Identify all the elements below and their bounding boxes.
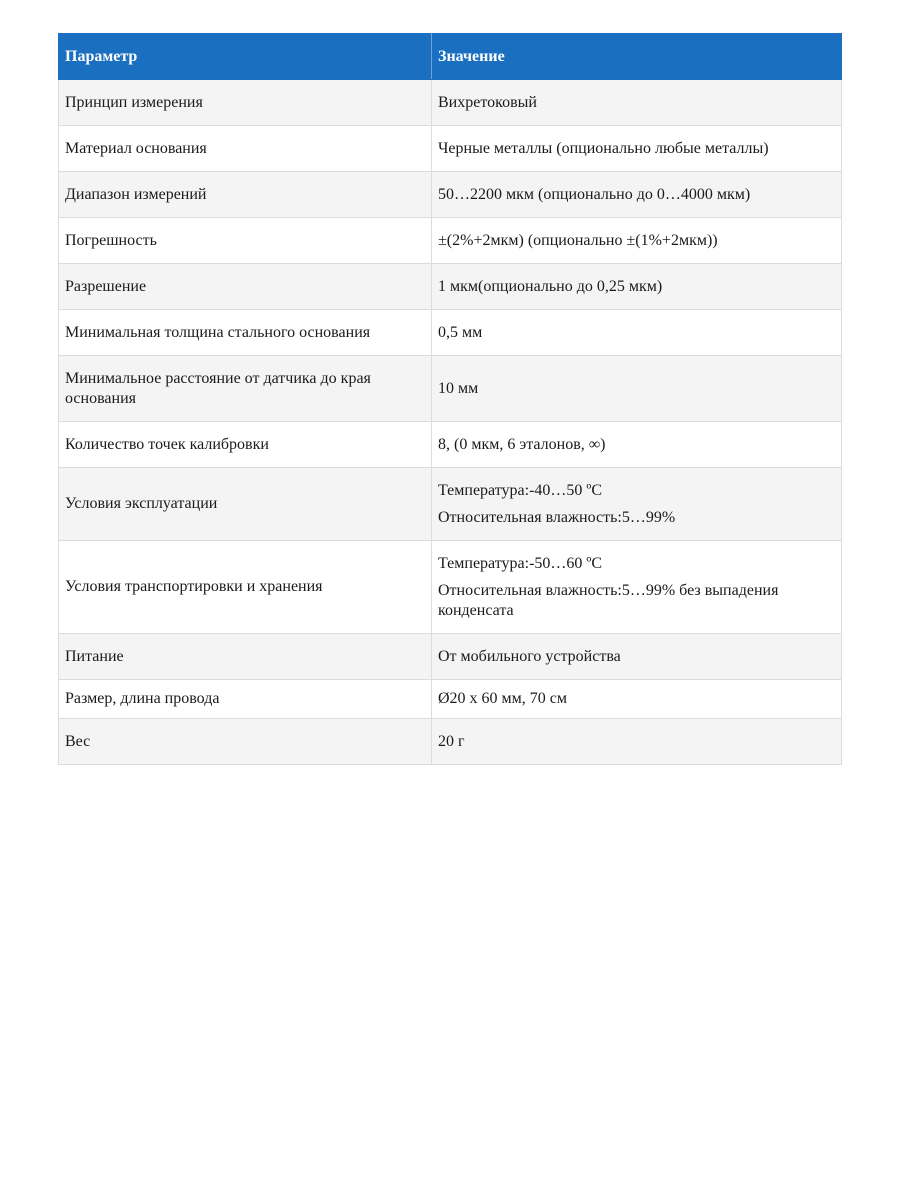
value-line: 1 мкм(опционально до 0,25 мкм)	[438, 277, 663, 295]
value-cell	[432, 126, 842, 172]
value-line: 10 мм	[438, 379, 479, 397]
value-cell	[432, 218, 842, 264]
value-cell	[432, 422, 842, 468]
value-line: Ø20 x 60 мм, 70 см	[438, 690, 568, 707]
param-cell: Вес	[59, 719, 432, 765]
value-line: Относительная влажность:5…99%	[438, 508, 676, 526]
value-cell	[432, 264, 842, 310]
param-cell: Условия эксплуатации	[59, 468, 432, 541]
param-cell: Питание	[59, 634, 432, 680]
value-line: 20 г	[438, 732, 465, 750]
param-cell: Материал основания	[59, 126, 432, 172]
param-cell: Размер, длина провода	[59, 680, 432, 719]
value-line: 0,5 мм	[438, 323, 483, 341]
table-row	[59, 126, 842, 172]
value-line: Температура:-40…50 ºC	[438, 481, 603, 499]
spec-table	[58, 33, 842, 765]
value-cell	[432, 468, 842, 541]
param-cell: Минимальное расстояние от датчика до края основания	[59, 356, 432, 422]
param-cell: Принцип измерения	[59, 80, 432, 126]
value-line: Вихретоковый	[438, 93, 537, 111]
table-header-row	[59, 34, 842, 80]
value-cell	[432, 172, 842, 218]
value-line: ±(2%+2мкм) (опционально ±(1%+2мкм))	[438, 231, 718, 249]
table-row	[59, 80, 842, 126]
table-row	[59, 719, 842, 765]
value-cell	[432, 80, 842, 126]
value-line: Черные металлы (опционально любые металлы)	[438, 139, 769, 157]
column-header-value: Значение	[432, 34, 842, 80]
value-line: 50…2200 мкм (опционально до 0…4000 мкм)	[438, 185, 751, 203]
value-cell	[432, 541, 842, 634]
value-cell	[432, 634, 842, 680]
value-line: Относительная влажность:5…99% без выпадения конденсата	[438, 581, 779, 619]
table-row	[59, 422, 842, 468]
table-row	[59, 310, 842, 356]
table-row	[59, 680, 842, 719]
param-cell: Условия транспортировки и хранения	[59, 541, 432, 634]
value-cell	[432, 719, 842, 765]
value-line: От мобильного устройства	[438, 647, 621, 665]
table-row	[59, 468, 842, 541]
value-cell	[432, 680, 842, 719]
value-cell	[432, 356, 842, 422]
value-line: Температура:-50…60 ºC	[438, 554, 603, 572]
param-cell: Диапазон измерений	[59, 172, 432, 218]
value-cell	[432, 310, 842, 356]
table-row	[59, 356, 842, 422]
param-cell: Количество точек калибровки	[59, 422, 432, 468]
param-cell: Минимальная толщина стального основания	[59, 310, 432, 356]
param-cell: Разрешение	[59, 264, 432, 310]
table-row	[59, 634, 842, 680]
table-row	[59, 172, 842, 218]
table-row	[59, 218, 842, 264]
param-cell: Погрешность	[59, 218, 432, 264]
table-row	[59, 541, 842, 634]
value-line: 8, (0 мкм, 6 эталонов, ∞)	[438, 435, 606, 453]
table-row	[59, 264, 842, 310]
column-header-parameter: Параметр	[59, 34, 432, 80]
